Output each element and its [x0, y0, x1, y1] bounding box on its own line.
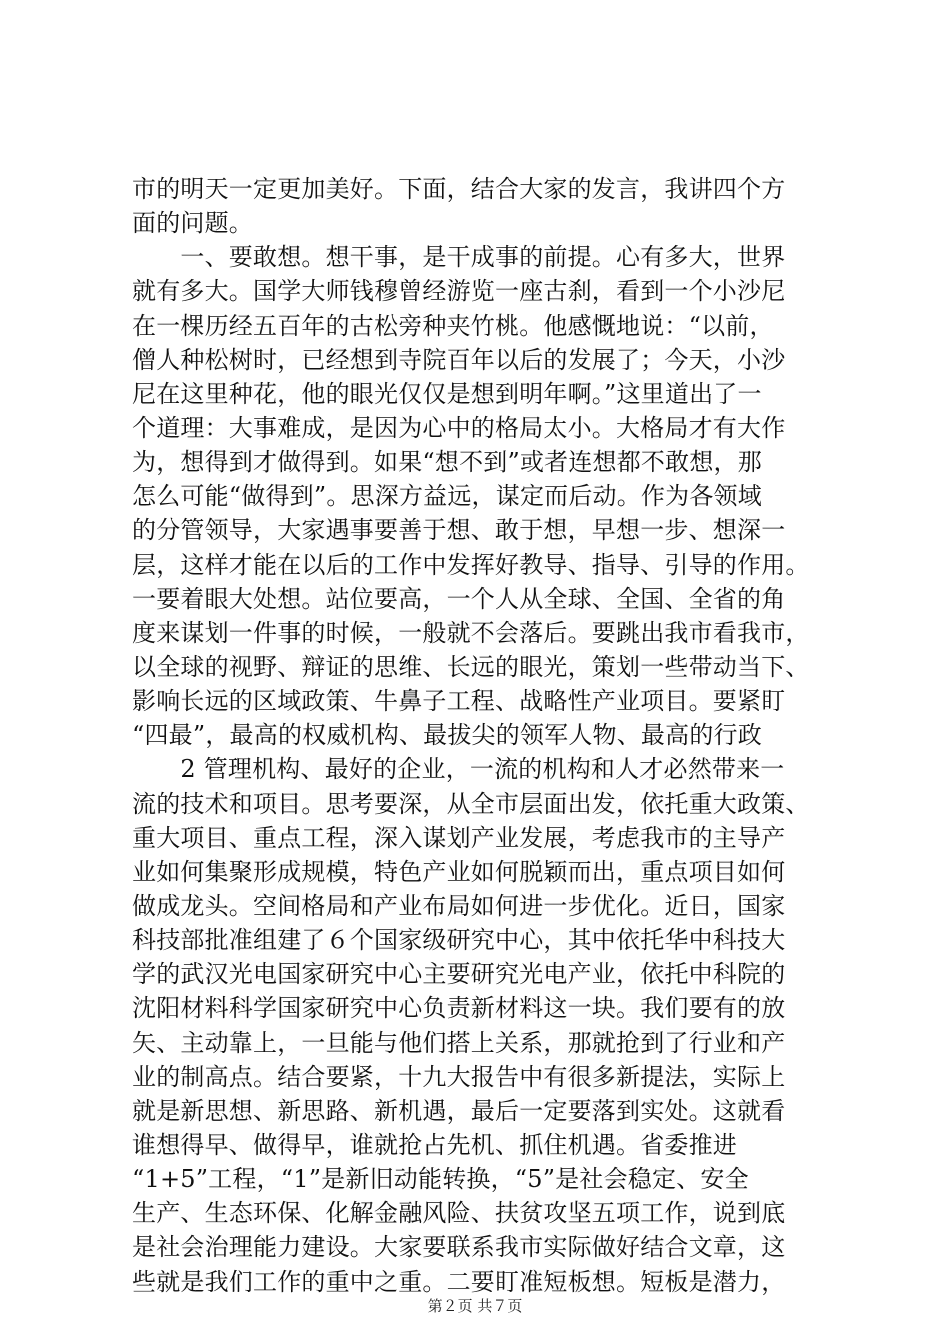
text-line: 科技部批准组建了６个国家级研究中心，其中依托华中科技大 [132, 926, 786, 955]
text-line: 做成龙头。空间格局和产业布局如何进一步优化。近日，国家 [132, 891, 786, 920]
text-line: 2 管理机构、最好的企业，一流的机构和人才必然带来一 [132, 755, 785, 784]
text-line: 尼在这里种花，他的眼光仅仅是想到明年啊。”这里道出了一 [132, 379, 762, 408]
text-line: 度来谋划一件事的时候，一般就不会落后。要跳出我市看我市， [132, 618, 810, 647]
text-line: 的分管领导，大家遇事要善于想、敢于想，早想一步、想深一 [132, 516, 786, 545]
text-line: 就有多大。国学大师钱穆曾经游览一座古刹，看到一个小沙尼 [132, 277, 786, 306]
text-line: 业的制高点。结合要紧，十九大报告中有很多新提法，实际上 [132, 1062, 786, 1091]
text-line: 市的明天一定更加美好。下面，结合大家的发言，我讲四个方 [132, 175, 786, 203]
text-line: 是社会治理能力建设。大家要联系我市实际做好结合文章，这 [132, 1233, 786, 1262]
page-footer: 第２页 共７页 [427, 1297, 523, 1315]
text-line: 重大项目、重点工程，深入谋划产业发展，考虑我市的主导产 [132, 823, 786, 852]
text-line: 业如何集聚形成规模，特色产业如何脱颖而出，重点项目如何 [132, 857, 786, 886]
text-line: 僧人种松树时，已经想到寺院百年以后的发展了；今天，小沙 [132, 345, 786, 374]
text-line: 为，想得到才做得到。如果“想不到”或者连想都不敢想，那 [132, 448, 762, 477]
text-line: 个道理：大事难成，是因为心中的格局太小。大格局才有大作 [132, 413, 786, 442]
text-line: 谁想得早、做得早，谁就抢占先机、抓住机遇。省委推进 [132, 1130, 737, 1159]
text-line: 矢、主动靠上，一旦能与他们搭上关系，那就抢到了行业和产 [132, 1028, 786, 1057]
text-line: 流的技术和项目。思考要深，从全市层面出发，依托重大政策、 [132, 789, 810, 818]
text-line: 学的武汉光电国家研究中心主要研究光电产业，依托中科院的 [132, 960, 786, 989]
text-line: 沈阳材料科学国家研究中心负责新材料这一块。我们要有的放 [132, 994, 786, 1023]
text-line: 影响长远的区域政策、牛鼻子工程、战略性产业项目。要紧盯 [132, 687, 786, 716]
text-line: 就是新思想、新思路、新机遇，最后一定要落到实处。这就看 [132, 1096, 786, 1125]
text-line: “1+5”工程，“1”是新旧动能转换，“5”是社会稳定、安全 [132, 1165, 749, 1194]
text-line: 在一棵历经五百年的古松旁种夹竹桃。他感慨地说：“以前， [132, 311, 774, 340]
text-line: 层，这样才能在以后的工作中发挥好教导、指导、引导的作用。 [132, 550, 810, 579]
text-line: 怎么可能“做得到”。思深方益远，谋定而后动。作为各领域 [132, 482, 762, 511]
text-line: 生产、生态环保、化解金融风险、扶贫攻坚五项工作，说到底 [132, 1199, 786, 1228]
text-line: 以全球的视野、辩证的思维、长远的眼光，策划一些带动当下、 [132, 652, 810, 681]
text-line: 一要着眼大处想。站位要高，一个人从全球、全国、全省的角 [132, 584, 786, 613]
text-line: 一、要敢想。想干事，是干成事的前提。心有多大，世界 [132, 243, 786, 272]
text-line: 些就是我们工作的重中之重。二要盯准短板想。短板是潜力， [132, 1267, 786, 1296]
text-line: “四最”，最高的权威机构、最拔尖的领军人物、最高的行政 [132, 721, 762, 750]
text-line: 面的问题。 [132, 209, 253, 238]
body-text [132, 172, 822, 1299]
